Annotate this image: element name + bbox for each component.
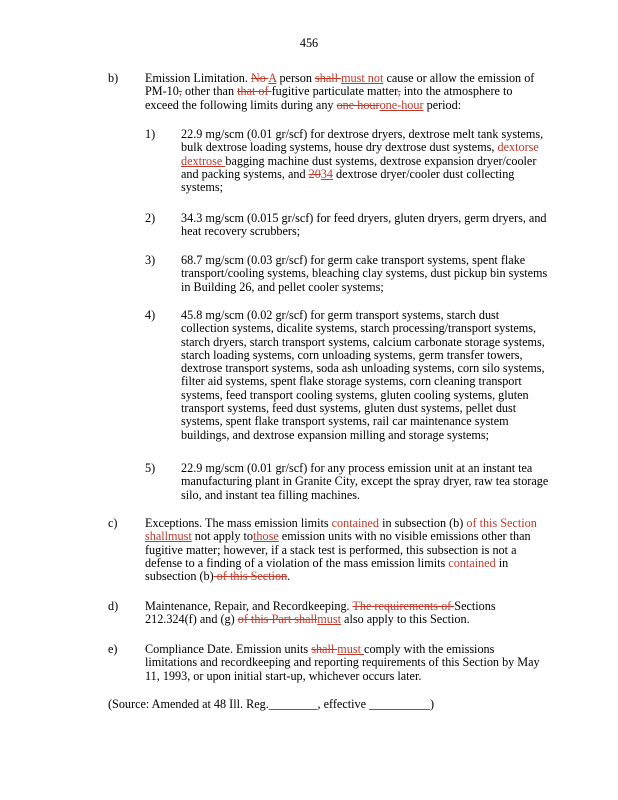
- list-item-4: [0, 309, 618, 449]
- list-item-2: [0, 212, 618, 242]
- list-item-label: 1): [145, 127, 156, 141]
- list-item-3: [0, 254, 618, 299]
- subsection-b-label: b): [108, 71, 119, 85]
- list-item-1: [0, 128, 618, 198]
- list-item-5: [0, 462, 618, 507]
- page-number: 456: [299, 36, 319, 50]
- subsection-c-label: c): [108, 516, 118, 530]
- list-item-label: 4): [145, 308, 156, 322]
- subsection-d-label: d): [108, 599, 119, 613]
- subsection-e: [0, 643, 618, 688]
- list-item-text: 45.8 mg/scm (0.02 gr/scf) for germ transport systems, starch dust collection systems, dicalite systems, starch processing/transport systems, starch dryers, starch transport systems, calcium carbonate storage systems, starch loading systems, corn unloading systems, germ transfer towers, dextrose transport systems, soda ash unloading systems, corn silo systems, filter aid systems, spent flake storage systems, corn cleaning transport systems, feed transport cooling systems, gluten cooling systems, gluten transport systems, feed dust systems, gluten dust systems, pellet dust systems, spent flake transport systems, rail car maintenance system buildings, and dextrose expansion milling and storage systems;: [181, 308, 545, 442]
- subsection-e-text: Compliance Date. Emission units shall must comply with the emissions limitations and recordkeeping and reporting requirements of this Section by May 11, 1993, or upon initial start-up, whichever occurs later.: [145, 642, 540, 683]
- subsection-b: [0, 72, 618, 117]
- list-item-text: 34.3 mg/scm (0.015 gr/scf) for feed dryers, gluten dryers, germ dryers, and heat recovery scrubbers;: [181, 211, 547, 239]
- subsection-d-text: Maintenance, Repair, and Recordkeeping. The requirements of Sections 212.324(f) and (g) of this Part shallmust also apply to this Section.: [145, 599, 496, 627]
- subsection-d: [0, 600, 618, 630]
- list-item-label: 2): [145, 211, 156, 225]
- list-item-text: 22.9 mg/scm (0.01 gr/scf) for any process emission unit at an instant tea manufacturing plant in Granite City, except the spray dryer, raw tea storage silo, and instant tea filling machines.: [181, 461, 549, 502]
- list-item-text: 22.9 mg/scm (0.01 gr/scf) for dextrose dryers, dextrose melt tank systems, bulk dextrose loading systems, house dry dextrose dust systems, dextorse dextrose bagging machine dust systems, dextrose expansion dryer/cooler and packing systems, and 2034 dextrose dryer/cooler dust collecting systems;: [181, 127, 544, 195]
- subsection-c: [0, 517, 618, 592]
- source-note: (Source: Amended at 48 Ill. Reg.________, effective __________): [108, 697, 435, 711]
- list-item-label: 3): [145, 253, 156, 267]
- subsection-c-text: Exceptions. The mass emission limits contained in subsection (b) of this Section shallmust not apply tothose emission units with no visible emissions other than fugitive matter; however, if a stack test is performed, this subsection is not a defense to a finding of a violation of the mass emission limits contained in subsection (b) of this Section.: [145, 516, 537, 584]
- list-item-label: 5): [145, 461, 156, 475]
- subsection-e-label: e): [108, 642, 118, 656]
- subsection-b-text: Emission Limitation. No A person shall must not cause or allow the emission of PM-10, other than that of fugitive particulate matter, into the atmosphere to exceed the following limits during any one hourone-hour period:: [145, 71, 535, 112]
- list-item-text: 68.7 mg/scm (0.03 gr/scf) for germ cake transport systems, spent flake transport/cooling systems, bleaching clay systems, dust pickup bin systems in Building 26, and pellet cooler systems;: [181, 253, 548, 294]
